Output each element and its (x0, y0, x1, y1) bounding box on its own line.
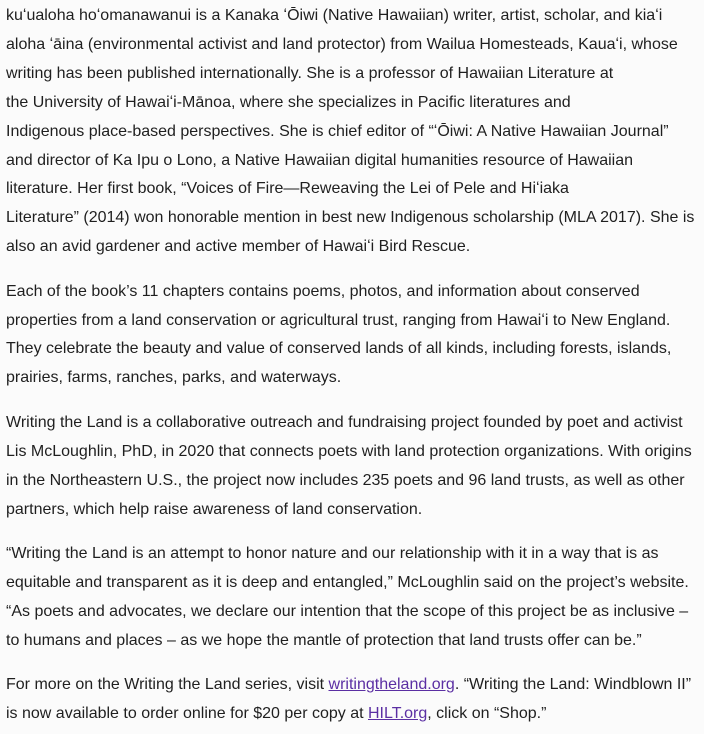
text-line: They celebrate the beauty and value of conserved lands of all kinds, including forests, islands, (6, 340, 672, 358)
text-line: also an avid gardener and active member of Hawaiʻi Bird Rescue. (6, 238, 471, 256)
text-line: Literature” (2014) won honorable mention in best new Indigenous scholarship (MLA 2017). She is (6, 209, 695, 227)
text-line: Each of the book’s 11 chapters contains poems, photos, and information about conserved (6, 282, 640, 300)
text-line: to humans and places – as we hope the mantle of protection that land trusts offer can be.” (6, 631, 642, 649)
text-line: writing has been published internationally. She is a professor of Hawaiian Literature at (6, 64, 614, 82)
text-segment: . “Writing the Land: Windblown II” (454, 676, 692, 694)
text-line: in the Northeastern U.S., the project now includes 235 poets and 96 land trusts, as well as other (6, 471, 685, 489)
text-line: properties from a land conservation or agricultural trust, ranging from Hawaiʻi to New England. (6, 311, 671, 329)
text-segment: , click on “Shop.” (427, 704, 547, 722)
text-segment: For more on the Writing the Land series, visit (6, 676, 329, 694)
text-line: Lis McLoughlin, PhD, in 2020 that connects poets with land protection organizations. With origins (6, 442, 692, 460)
author-bio-paragraph (6, 2, 698, 262)
text-line: prairies, farms, ranches, parks, and waterways. (6, 369, 342, 387)
text-line: “As poets and advocates, we declare our intention that the scope of this project be as inclusive – (6, 602, 689, 620)
text-segment: is now available to order online for $20 per copy at (6, 704, 368, 722)
hilt-link[interactable]: HILT.org (368, 704, 428, 722)
text-line: Writing the Land is a collaborative outreach and fundraising project founded by poet and activist (6, 413, 683, 431)
text-line: “Writing the Land is an attempt to honor nature and our relationship with it in a way that is as (6, 544, 659, 562)
text-line: literature. Her first book, “Voices of Fire—Reweaving the Lei of Pele and Hiʻiaka (6, 180, 569, 198)
ordering-info-paragraph (6, 671, 698, 729)
text-line: aloha ʻāina (environmental activist and land protector) from Wailua Homesteads, Kauaʻi, whose (6, 35, 678, 53)
text-line: and director of Ka Ipu o Lono, a Native Hawaiian digital humanities resource of Hawaiian (6, 151, 634, 169)
text-line (6, 671, 698, 700)
quote-paragraph (6, 540, 698, 656)
text-line: partners, which help raise awareness of land conservation. (6, 500, 423, 518)
text-line (6, 700, 698, 729)
text-line: kuʻualoha hoʻomanawanui is a Kanaka ʻŌiwi (Native Hawaiian) writer, artist, scholar, and kiaʻi (6, 7, 663, 24)
book-chapters-paragraph (6, 278, 698, 394)
text-line: Indigenous place-based perspectives. She is chief editor of “ʻŌiwi: A Native Hawaiian Journal” (6, 122, 669, 140)
writingtheland-link[interactable]: writingtheland.org (328, 676, 455, 694)
text-line: the University of Hawaiʻi-Mānoa, where she specializes in Pacific literatures and (6, 93, 571, 111)
project-description-paragraph (6, 409, 698, 525)
text-line: equitable and transparent as it is deep and entangled,” McLoughlin said on the project’s website. (6, 573, 689, 591)
